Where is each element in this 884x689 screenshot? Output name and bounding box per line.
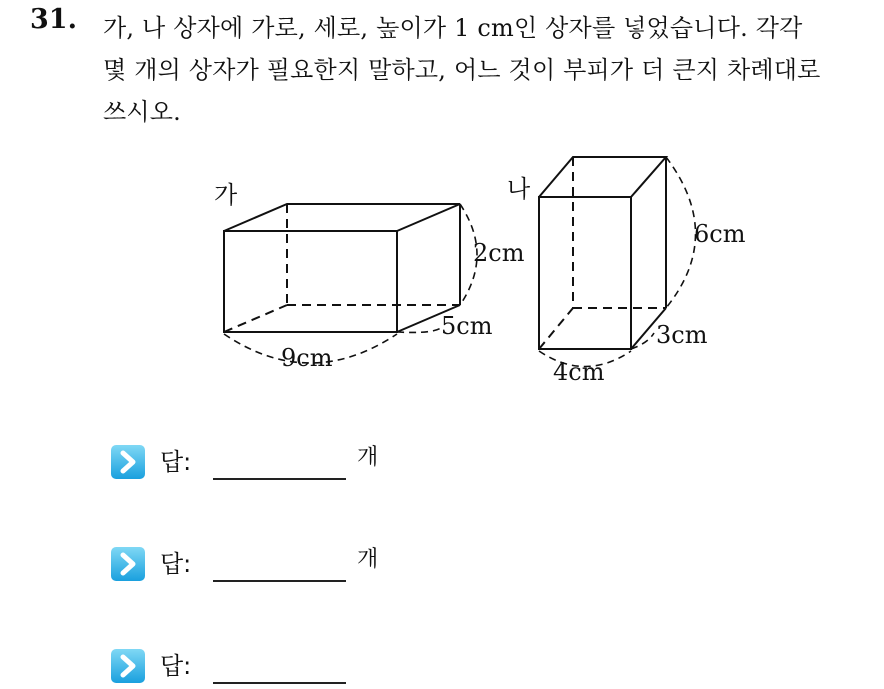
answer-blank-1[interactable] (213, 478, 346, 480)
box-ga-height-label: 2cm (473, 239, 525, 267)
answer-label: 답: (160, 448, 192, 476)
box-na-top (539, 157, 666, 197)
box-ga-label: 가 (214, 181, 238, 209)
chevron-right-icon (110, 444, 146, 480)
box-ga (214, 181, 525, 372)
box-ga-length-label: 9cm (281, 344, 333, 372)
question-line-3: 쓰시오. (103, 98, 181, 126)
box-na-height-label: 6cm (694, 220, 746, 248)
box-na (507, 157, 746, 386)
box-ga-dimension-arcs (224, 204, 477, 363)
box-na-front (539, 197, 631, 349)
box-ga-depth-label: 5cm (441, 312, 493, 340)
answer-blank-3[interactable] (213, 682, 346, 684)
answer-label: 답: (160, 550, 192, 578)
box-na-hidden-edges (539, 157, 666, 349)
box-ga-top (224, 204, 460, 231)
question-line-1: 가, 나 상자에 가로, 세로, 높이가 1 cm인 상자를 넣었습니다. 각각 (103, 14, 803, 42)
box-ga-hidden-edges (224, 204, 460, 332)
answer-label: 답: (160, 652, 192, 680)
question-line-2: 몇 개의 상자가 필요한지 말하고, 어느 것이 부피가 더 큰지 차례대로 (103, 56, 821, 84)
answer-unit: 개 (357, 445, 379, 470)
box-na-length-label: 4cm (553, 358, 605, 386)
chevron-right-icon (110, 546, 146, 582)
answer-blank-2[interactable] (213, 580, 346, 582)
answer-unit: 개 (357, 547, 379, 572)
box-na-depth-label: 3cm (656, 321, 708, 349)
box-ga-front (224, 231, 397, 332)
question-number: 31. (30, 4, 77, 35)
box-na-label: 나 (507, 175, 531, 203)
chevron-right-icon (110, 648, 146, 684)
